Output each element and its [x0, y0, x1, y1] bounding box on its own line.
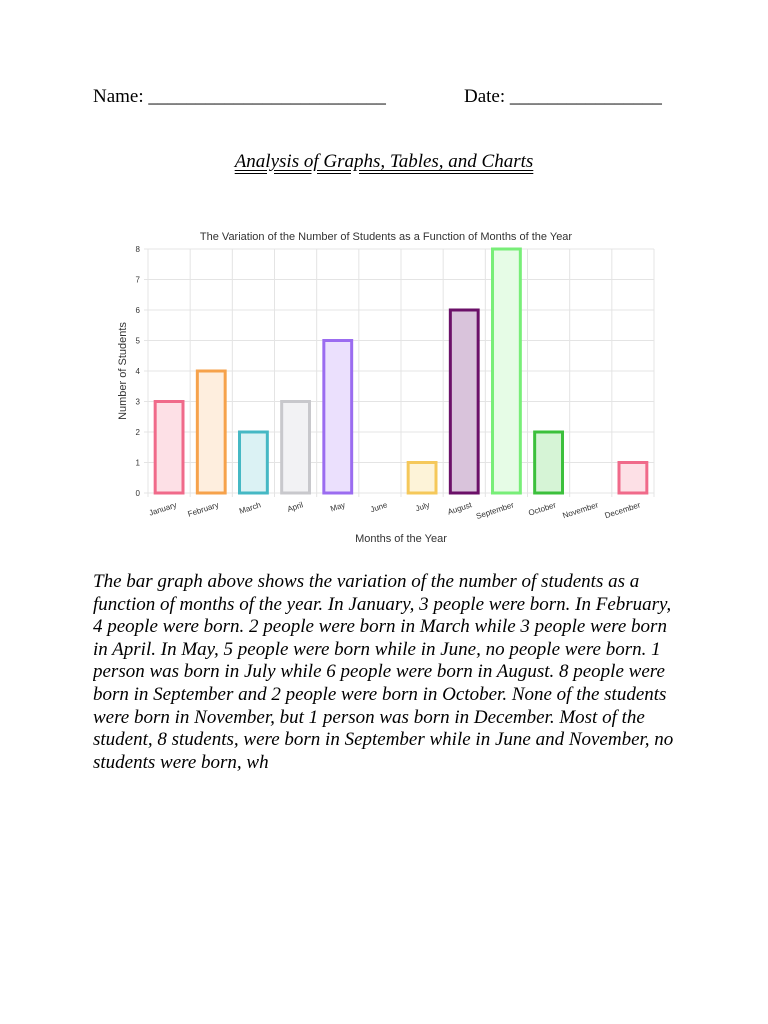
bar-may: [324, 341, 352, 494]
x-tick-label: October: [527, 500, 558, 518]
bar-august: [450, 310, 478, 493]
y-tick-label: 4: [135, 367, 140, 376]
x-tick-label: April: [286, 500, 305, 514]
y-tick-label: 6: [135, 306, 140, 315]
bar-october: [535, 432, 563, 493]
bar-chart-svg: [110, 222, 670, 552]
bar-march: [240, 432, 268, 493]
x-tick-label: December: [603, 500, 642, 521]
bar-april: [282, 402, 310, 494]
y-tick-label: 1: [135, 458, 140, 468]
x-tick-label: August: [446, 500, 473, 517]
name-field: Name: _________________________: [93, 86, 386, 107]
chart-x-axis-label: Months of the Year: [355, 533, 447, 545]
x-tick-label: July: [414, 500, 431, 514]
date-field: Date: ________________: [464, 86, 662, 107]
bar-chart: [110, 222, 670, 552]
y-tick-label: 2: [135, 428, 140, 437]
bar-december: [619, 463, 647, 494]
header-row: [93, 86, 683, 112]
chart-title: The Variation of the Number of Students as a Function of Months of the Year: [199, 231, 573, 243]
x-tick-label: June: [369, 500, 389, 515]
x-tick-label: January: [147, 500, 178, 518]
x-tick-label: November: [561, 500, 600, 521]
page-title-text: Analysis of Graphs, Tables, and Charts: [234, 151, 534, 172]
y-tick-label: 0: [135, 489, 140, 498]
x-tick-label: March: [238, 500, 263, 516]
bar-july: [408, 463, 436, 494]
page-title: [0, 151, 768, 173]
y-tick-label: 8: [135, 245, 140, 254]
bar-january: [155, 402, 183, 494]
bar-september: [493, 249, 521, 493]
bar-february: [197, 371, 225, 493]
x-tick-label: February: [186, 500, 220, 519]
y-tick-label: 5: [135, 336, 140, 346]
chart-y-axis-label: Number of Students: [117, 322, 129, 420]
analysis-paragraph: The bar graph above shows the variation of the number of students as a function of months of the year. In January, 3 people were born. In February, 4 people were born. 2 people were born in March while 3 people were born in April. In May, 5 people were born while in June, no people were born. 1 person was born in July while 6 people were born in August. 8 people were born in September and 2 people were born in October. None of the students were born in November, but 1 person was born in December. Most of the student, 8 students, were born in September while in June and November, no students were born, wh: [93, 571, 674, 773]
y-tick-label: 7: [135, 275, 140, 285]
x-tick-label: May: [329, 500, 347, 514]
x-tick-label: September: [475, 500, 516, 521]
y-tick-label: 3: [135, 397, 140, 407]
